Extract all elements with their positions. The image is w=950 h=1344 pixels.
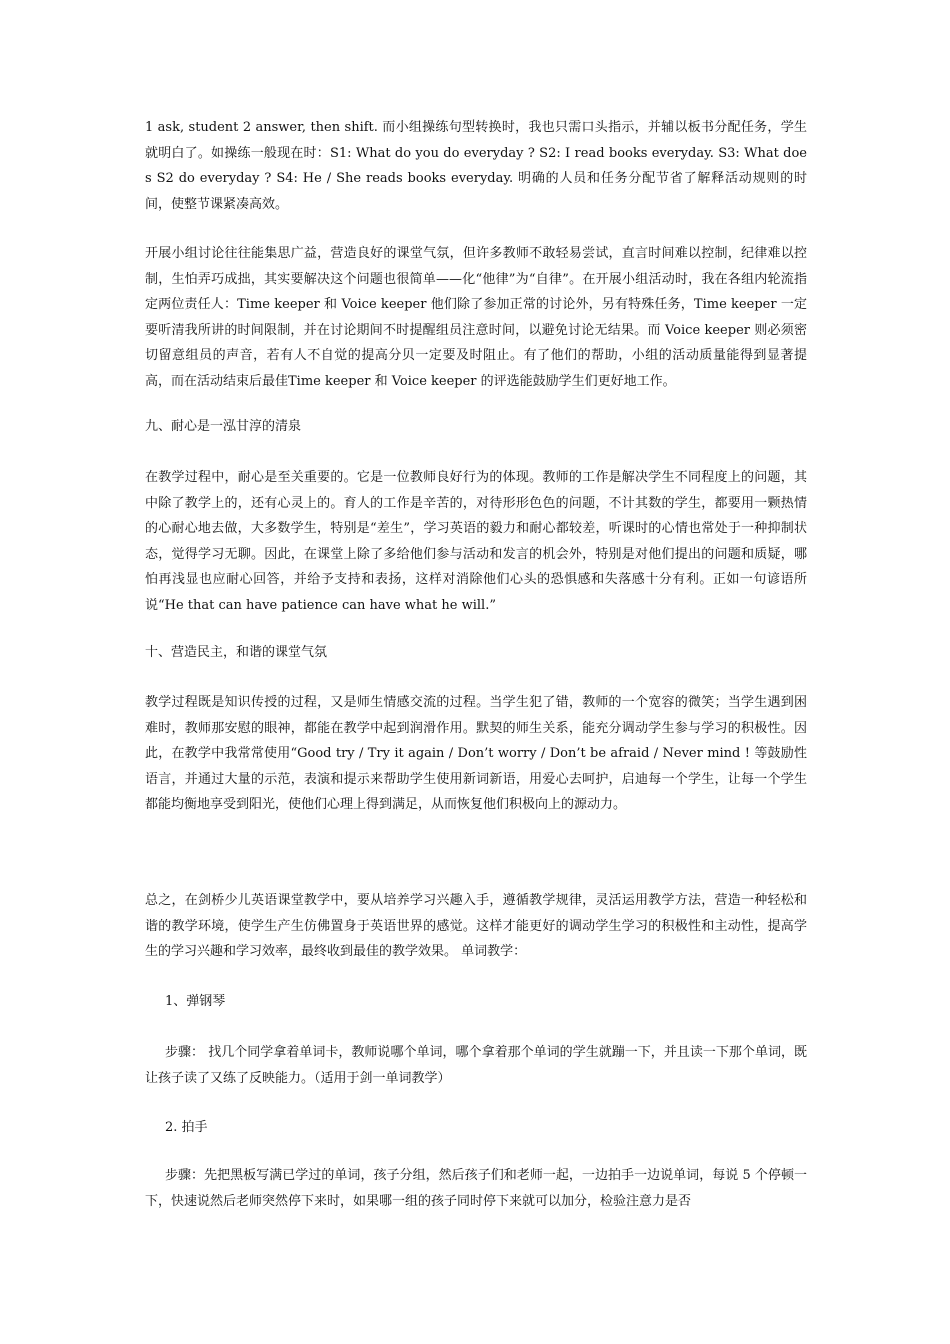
paragraph-patience: 在教学过程中，耐心是至关重要的。它是一位教师良好行为的体现。教师的工作是解决学生不同程度上的问题，其中除了教学上的，还有心灵上的。育人的工作是辛苦的，对待形形色色的问题，不计其数的学生，都要用一颗热情的心耐心地去做，大多数学生，特别是“差生”，学习英语的毅力和耐心都较差，听课时的心情也常处于一种抑制状态，觉得学习无聊。因此，在课堂上除了多给他们参与活动和发言的机会外，特别是对他们提出的问题和质疑，哪怕再浅显也应耐心回答，并给予支持和表扬，这样对消除他们心头的恐惧感和失落感十分有利。正如一句谚语所说“He that can have patience can have what he will.” bbox=[145, 470, 807, 613]
item-1-steps: 步骤： 找几个同学拿着单词卡，教师说哪个单词，哪个拿着那个单词的学生就蹦一下，并且读一下那个单词，既让孩子读了又练了反映能力。（适用于剑一单词教学） bbox=[145, 1045, 807, 1086]
paragraph-democracy: 教学过程既是知识传授的过程，又是师生情感交流的过程。当学生犯了错，教师的一个宽容的微笑；当学生遇到困难时，教师那安慰的眼神，都能在教学中起到润滑作用。默契的师生关系，能充分调动学生参与学习的积极性。因此，在教学中我常常使用“Good try / Try it again / Don’t worry / Don’t be afraid / Never mind ! 等鼓励性语言，并通过大量的示范，表演和提示来帮助学生使用新词新语，用爱心去呵护，启迪每一个学生，让每一个学生都能均衡地享受到阳光，使他们心理上得到满足，从而恢复他们积极向上的源动力。 bbox=[145, 695, 807, 812]
paragraph-intro: 1 ask, student 2 answer, then shift. 而小组操练句型转换时，我也只需口头指示，并辅以板书分配任务，学生就明白了。如操练一般现在时：S1: What do you do everyday ? S2: I read books everyday. S3: What does S2 do everyday ? S4: He / She reads books everyday. 明确的人员和任务分配节省了解释活动规则的时间，使整节课紧凑高效。 bbox=[145, 120, 807, 212]
item-2-steps: 步骤：先把黑板写满已学过的单词，孩子分组，然后孩子们和老师一起，一边拍手一边说单词，每说 5 个停顿一下，快速说然后老师突然停下来时，如果哪一组的孩子同时停下来就可以加分，检验注意力是否 bbox=[145, 1168, 807, 1209]
heading-section-10: 十、营造民主，和谐的课堂气氛 bbox=[145, 645, 328, 660]
paragraph-summary: 总之，在剑桥少儿英语课堂教学中，要从培养学习兴趣入手，遵循教学规律，灵活运用教学方法，营造一种轻松和谐的教学环境，使学生产生仿佛置身于英语世界的感觉。这样才能更好的调动学生学习的积极性和主动性，提高学生的学习兴趣和学习效率，最终收到最佳的教学效果。 单词教学： bbox=[145, 893, 807, 959]
item-1-title: 1、弹钢琴 bbox=[165, 994, 226, 1009]
item-2-title: 2. 拍手 bbox=[165, 1120, 208, 1135]
paragraph-group-discussion: 开展小组讨论往往能集思广益，营造良好的课堂气氛，但许多教师不敢轻易尝试，直言时间难以控制，纪律难以控制，生怕弄巧成拙，其实要解决这个问题也很简单——化“他律”为“自律”。在开展小组活动时，我在各组内轮流指定两位责任人：Time keeper 和 Voice keeper 他们除了参加正常的讨论外，另有特殊任务，Time keeper 一定要听清我所讲的时间限制，并在讨论期间不时提醒组员注意时间，以避免讨论无结果。而 Voice keeper 则必须密切留意组员的声音，若有人不自觉的提高分贝一定要及时阻止。有了他们的帮助，小组的活动质量能得到显著提高，而在活动结束后最佳Time keeper 和 Voice keeper 的评选能鼓励学生们更好地工作。 bbox=[145, 246, 807, 389]
heading-section-9: 九、耐心是一泓甘淳的清泉 bbox=[145, 419, 302, 434]
